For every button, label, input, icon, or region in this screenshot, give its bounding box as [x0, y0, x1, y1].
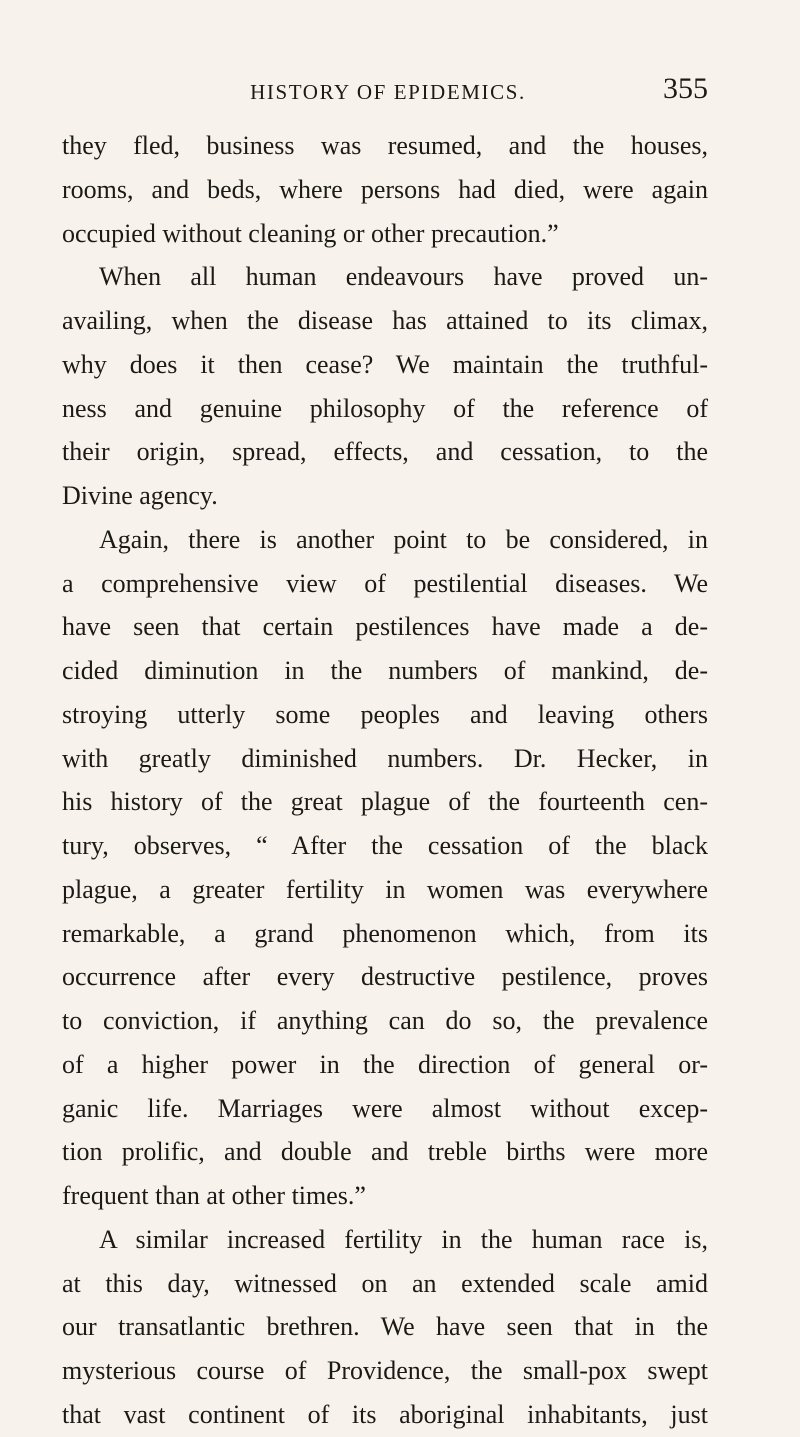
text-line: at this day, witnessed on an extended scale amid: [62, 1268, 708, 1298]
text-line: our transatlantic brethren. We have seen that in the: [62, 1312, 708, 1342]
text-line: Divine agency.: [62, 481, 218, 510]
running-head: [68, 74, 708, 108]
text-line: ganic life. Marriages were almost without excep-: [62, 1093, 708, 1123]
body-text: [62, 124, 708, 1437]
text-line: their origin, spread, effects, and cessation, to the: [62, 437, 708, 467]
text-line: availing, when the disease has attained to its climax,: [62, 306, 708, 335]
page-number: 355: [663, 72, 708, 105]
text-line: frequent than at other times.”: [62, 1181, 366, 1210]
text-line: occupied without cleaning or other precaution.”: [62, 218, 559, 248]
text-line: a comprehensive view of pestilential diseases. We: [62, 568, 708, 598]
text-line: cided diminution in the numbers of mankind, de-: [62, 656, 708, 685]
text-line: why does it then cease? We maintain the truthful-: [62, 349, 708, 379]
text-line: plague, a greater fertility in women was everywhere: [62, 874, 708, 904]
text-line: stroying utterly some peoples and leaving others: [62, 699, 708, 729]
text-line: occurrence after every destructive pestilence, proves: [62, 962, 708, 992]
text-line: ness and genuine philosophy of the reference of: [62, 393, 708, 423]
text-line: A similar increased fertility in the human race is,: [99, 1224, 708, 1254]
text-line: mysterious course of Providence, the small-pox swept: [62, 1356, 708, 1385]
text-line: they fled, business was resumed, and the houses,: [62, 131, 708, 160]
text-line: tury, observes, “ After the cessation of the black: [62, 831, 708, 860]
text-line: of a higher power in the direction of general or-: [62, 1049, 708, 1079]
running-title: HISTORY OF EPIDEMICS.: [250, 80, 526, 104]
text-line: Again, there is another point to be considered, in: [99, 524, 708, 554]
text-line: his history of the great plague of the fourteenth cen-: [62, 787, 708, 817]
text-line: rooms, and beds, where persons had died, were again: [62, 174, 708, 204]
text-line: with greatly diminished numbers. Dr. Hecker, in: [62, 743, 708, 773]
text-line: When all human endeavours have proved un-: [99, 262, 708, 292]
text-line: tion prolific, and double and treble births were more: [62, 1137, 708, 1167]
text-line: that vast continent of its aboriginal inhabitants, just: [62, 1399, 708, 1429]
text-line: to conviction, if anything can do so, the prevalence: [62, 1006, 708, 1035]
text-line: remarkable, a grand phenomenon which, from its: [62, 918, 708, 948]
text-line: have seen that certain pestilences have made a de-: [62, 612, 708, 642]
